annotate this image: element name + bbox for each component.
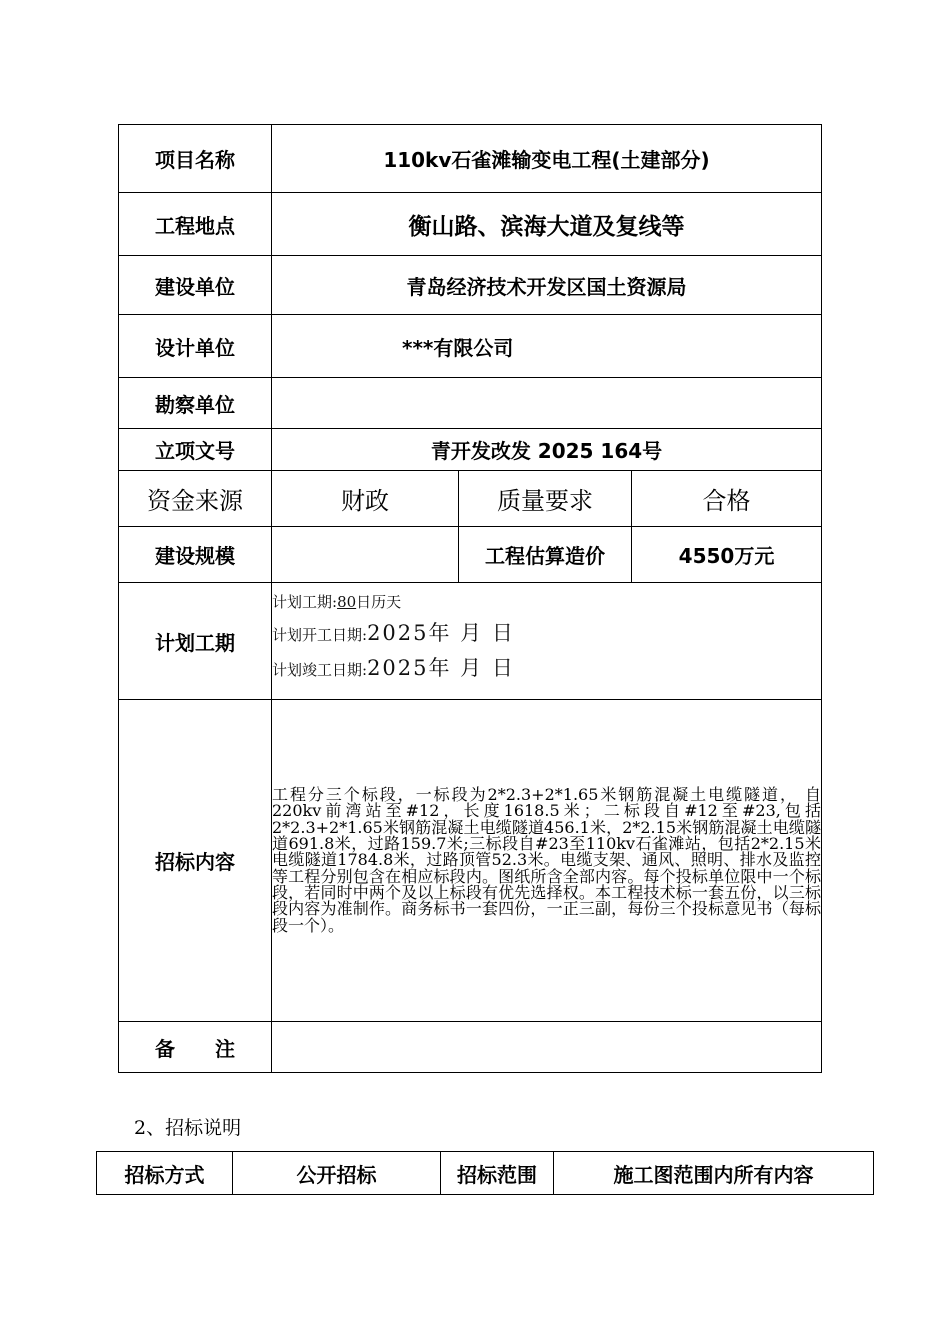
duration-line: 计划工期:80日历天 [272, 592, 402, 611]
row-schedule [119, 583, 822, 700]
owner-label: 建设单位 [119, 256, 272, 315]
row-designer [119, 315, 822, 378]
row-approval-no [119, 429, 822, 471]
end-date-line: 计划竣工日期:2025年 月 日 [272, 656, 515, 680]
remarks-value [272, 1022, 822, 1073]
bid-method-value: 公开招标 [233, 1152, 441, 1195]
row-bid-content [119, 700, 822, 1022]
end-date: 2025年 月 日 [367, 656, 515, 680]
cost-value: 4550万元 [632, 527, 822, 583]
row-scale [119, 527, 822, 583]
location-label: 工程地点 [119, 193, 272, 256]
quality-label: 质量要求 [459, 471, 632, 527]
start-date-line: 计划开工日期:2025年 月 日 [272, 620, 515, 645]
approval-no-value: 青开发改发 2025 164号 [272, 429, 822, 471]
bid-method-label: 招标方式 [97, 1152, 233, 1195]
owner-value: 青岛经济技术开发区国土资源局 [272, 256, 822, 315]
cost-label: 工程估算造价 [459, 527, 632, 583]
row-funding [119, 471, 822, 527]
section-title-bid-notes: 2、招标说明 [134, 1117, 242, 1139]
project-name-label: 项目名称 [119, 125, 272, 193]
bid-content-label: 招标内容 [119, 700, 272, 1022]
surveyor-label: 勘察单位 [119, 378, 272, 429]
schedule-details [272, 583, 822, 700]
bid-content-text: 工程分三个标段，一标段为2*2.3+2*1.65米钢筋混凝土电缆隧道， 自220kv前湾站至#12，长度1618.5米；二标段自#12至#23,包括2*2.3+2*1.65米钢筋混凝土电缆隧道456.1米，2*2.15米钢筋混凝土电缆隧道691.8米，过路159.7米;三标段自#23至110kv石雀滩站，包括2*2.15米电缆隧道1784.8米，过路顶管52.3米。电缆支架、通风、照明、排水及监控等工程分别包含在相应标段内。图纸所含全部内容。每个投标单位限中一个标段，若同时中两个及以上标段有优先选择权。本工程技术标一套五份，以三标段内容为准制作。商务标书一套四份，一正三副，每份三个投标意见书（每标段一个）。 [272, 700, 822, 1022]
duration-days: 80 [337, 592, 357, 611]
designer-label: 设计单位 [119, 315, 272, 378]
funding-value: 财政 [272, 471, 459, 527]
row-surveyor [119, 378, 822, 429]
approval-no-label: 立项文号 [119, 429, 272, 471]
scale-label: 建设规模 [119, 527, 272, 583]
bid-info-row [97, 1152, 874, 1195]
row-remarks [119, 1022, 822, 1073]
row-project-name [119, 125, 822, 193]
bid-scope-label: 招标范围 [441, 1152, 554, 1195]
start-date: 2025年 月 日 [367, 620, 515, 645]
project-info-table [118, 124, 822, 1073]
remarks-label: 备 注 [119, 1022, 272, 1073]
quality-value: 合格 [632, 471, 822, 527]
scale-value [272, 527, 459, 583]
bid-scope-value: 施工图范围内所有内容 [554, 1152, 874, 1195]
schedule-label: 计划工期 [119, 583, 272, 700]
row-owner [119, 256, 822, 315]
location-value: 衡山路、滨海大道及复线等 [272, 193, 822, 256]
designer-value: ***有限公司 [272, 315, 822, 378]
bid-info-table [96, 1151, 874, 1195]
surveyor-value [272, 378, 822, 429]
row-location [119, 193, 822, 256]
funding-label: 资金来源 [119, 471, 272, 527]
project-name-value: 110kv石雀滩输变电工程(土建部分) [272, 125, 822, 193]
